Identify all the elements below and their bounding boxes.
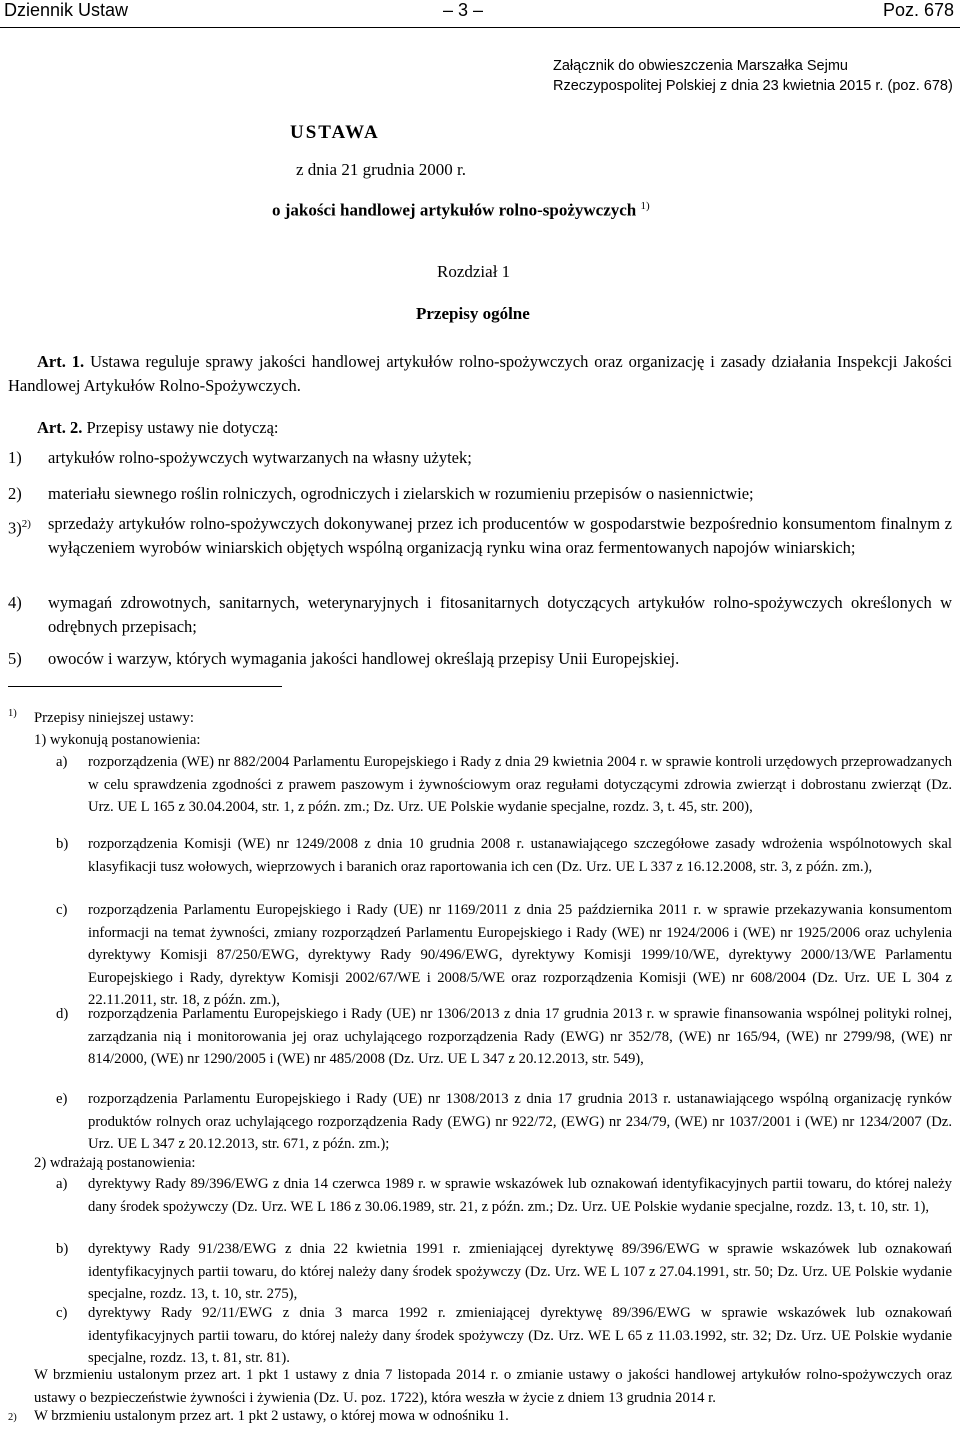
footnote-entry [56, 899, 952, 1012]
item-text: wymagań zdrowotnych, sanitarnych, weterynaryjnych i fitosanitarnych dotyczących artykułów rolno-spożywczych określonych w odrębnych przepisach; [48, 593, 952, 636]
item-number-label: 3) [8, 518, 22, 538]
entry-text: rozporządzenia Komisji (WE) nr 1249/2008 z dnia 10 grudnia 2008 r. ustanawiającego szczegółowe zasady wdrożenia wspólnotowych skal klasyfikacji tusz wołowych, wieprzowych i baranich oraz raportowania ich cen (Dz. Urz. UE L 337 z 16.12.2008, str. 3, z późn. zm.), [88, 836, 952, 875]
entry-label: a) [56, 754, 68, 770]
entry-label: c) [56, 902, 68, 918]
footnote-entry [56, 1003, 952, 1071]
entry-text: rozporządzenia Parlamentu Europejskiego i Rady (UE) nr 1306/2013 z dnia 17 grudnia 2013 r. w sprawie finansowania wspólnej polityki rolnej, zarządzania nią i monitorowania jej oraz uchylającego rozporządzenia Rady (EWG) nr 352/78, (WE) nr 165/94, (WE) nr 2799/98, (WE) nr 814/2000, (WE) nr 1290/2005 i (WE) nr 485/2008 (Dz. Urz. UE L 347 z 20.12.2013, str. 549), [88, 1006, 952, 1068]
footnote-2 [8, 1405, 952, 1427]
page-header [0, 0, 960, 30]
footnote-group-2-label: 2) wdrażają postanowienia: [34, 1155, 196, 1171]
footnote-entry [56, 1173, 952, 1218]
article-2-text: Przepisy ustawy nie dotyczą: [86, 418, 279, 437]
article-2-item [8, 482, 952, 506]
act-date: z dnia 21 grudnia 2000 r. [296, 160, 466, 179]
footnote-marker: 1) [8, 708, 17, 719]
article-1-label: Art. 1. [37, 352, 85, 371]
item-text: materiału siewnego roślin rolniczych, ogrodniczych i zielarskich w rozumieniu przepisów o nasiennictwie; [48, 484, 754, 503]
entry-text: rozporządzenia Parlamentu Europejskiego i Rady (UE) nr 1308/2013 z dnia 17 grudnia 2013 r. ustanawiającego wspólną organizację rynków produktów rolnych oraz uchylającego rozporządzenia Rady (EWG) nr 922/72, (EWG) nr 234/79, (WE) nr 1037/2001 i (WE) nr 1234/2007 (Dz. Urz. UE L 347 z 20.12.2013, str. 671, z późn. zm.); [88, 1091, 952, 1153]
entry-text: rozporządzenia Parlamentu Europejskiego i Rady (UE) nr 1169/2011 z dnia 25 października 2011 r. w sprawie przekazywania konsumentom informacji na temat żywności, zmiany rozporządzeń Parlamentu Europejskiego i Rady (WE) nr 1924/2006 i (WE) nr 1925/2006 oraz uchylenia dyrektywy Komisji 87/250/EWG, dyrektywy Rady 90/496/EWG, dyrektywy Komisji 1999/10/WE, dyrektywy 2000/13/WE Parlamentu Europejskiego i Rady, dyrektyw Komisji 2002/67/WE i 2008/5/WE oraz rozporządzenia Komisji (WE) nr 608/2004 (Dz. Urz. UE L 304 z 22.11.2011, str. 18, z późn. zm.), [88, 902, 952, 1009]
item-number: 5) [8, 649, 22, 668]
chapter-number: Rozdział 1 [437, 262, 511, 281]
article-2-item [8, 446, 952, 470]
annex-note: Załącznik do obwieszczenia Marszałka Sejmu Rzeczypospolitej Polskiej z dnia 23 kwietnia 2015 r. (poz. 678) [553, 58, 953, 94]
footnote-entry [56, 833, 952, 878]
footnote-1 [8, 707, 952, 729]
footnote-ref-2: 2) [21, 518, 31, 530]
chapter-title: Przepisy ogólne [416, 304, 530, 323]
entry-text: dyrektywy Rady 91/238/EWG z dnia 22 kwietnia 1991 r. zmieniającej dyrektywę 89/396/EWG w sprawie wskazówek lub oznakowań identyfikacyjnych partii towaru, do której należy dany środek spożywczy (Dz. Urz. WE L 107 z 27.04.1991, str. 50; Dz. Urz. UE Polskie wydanie specjalne, rozdz. 13, t. 10, str. 275), [88, 1241, 952, 1303]
footnote-2-text: W brzmieniu ustalonym przez art. 1 pkt 2 ustawy, o której mowa w odnośniku 1. [34, 1408, 509, 1424]
header-rule [0, 27, 960, 28]
article-2-item [8, 591, 952, 639]
entry-text: dyrektywy Rady 92/11/EWG z dnia 3 marca 1992 r. zmieniającej dyrektywę 89/396/EWG w sprawie wskazówek lub oznakowań identyfikacyjnych partii towaru, do której należy dany środek spożywczy (Dz. Urz. WE L 65 z 11.03.1992, str. 32; Dz. Urz. UE Polskie wydanie specjalne, rozdz. 13, t. 81, str. 81). [88, 1305, 952, 1367]
entry-label: a) [56, 1176, 68, 1192]
article-2-label: Art. 2. [37, 418, 83, 437]
entry-text: rozporządzenia (WE) nr 882/2004 Parlamentu Europejskiego i Rady z dnia 29 kwietnia 2004 r. w sprawie kontroli urzędowych przeprowadzanych w celu sprawdzenia zgodności z prawem paszowym i żywnościowym oraz regułami dotyczącymi zdrowia zwierząt i dobrostanu zwierząt (Dz. Urz. UE L 165 z 30.04.2004, str. 1, z późn. zm.; Dz. Urz. UE Polskie wydanie specjalne, rozdz. 3, t. 45, str. 200), [88, 754, 952, 816]
act-subject-text: o jakości handlowej artykułów rolno-spożywczych [272, 200, 637, 220]
entry-text: dyrektywy Rady 89/396/EWG z dnia 14 czerwca 1989 r. w sprawie wskazówek lub oznakowań identyfikacyjnych partii towaru, do której należy dany środek spożywczy (Dz. Urz. WE L 186 z 30.06.1989, str. 21, z późn. zm.; Dz. Urz. UE Polskie wydanie specjalne, rozdz. 13, t. 10, str. 1), [88, 1176, 952, 1215]
article-1 [8, 350, 952, 398]
article-2-item [8, 647, 952, 671]
footnote-entry [56, 751, 952, 819]
article-1-text: Ustawa reguluje sprawy jakości handlowej artykułów rolno-spożywczych oraz organizację i zasady działania Inspekcji Jakości Handlowej Artykułów Rolno-Spożywczych. [8, 352, 952, 395]
act-type: USTAWA [290, 122, 380, 143]
footnote-intro: Przepisy niniejszej ustawy: [34, 710, 194, 726]
footnote-ref-1: 1) [640, 200, 650, 212]
entry-label: e) [56, 1091, 68, 1107]
item-number [8, 512, 31, 541]
item-text: sprzedaży artykułów rolno-spożywczych dokonywanej przez ich producentów w gospodarstwie bezpośrednio konsumentom finalnym z wyłączeniem wyrobów winiarskich objętych wspólną organizacją rynku wina oraz fermentowanych napojów winiarskich; [48, 514, 952, 557]
footnote-group-1-label: 1) wykonują postanowienia: [34, 732, 201, 748]
act-subject [272, 200, 772, 221]
footnote-entry [56, 1088, 952, 1156]
entry-label: b) [56, 836, 69, 852]
entry-label: c) [56, 1305, 68, 1321]
item-number: 2) [8, 484, 22, 503]
article-2 [37, 416, 937, 440]
item-number: 1) [8, 448, 22, 467]
position-number: Poz. 678 [882, 0, 954, 20]
footnote-separator [8, 686, 282, 687]
footnote-entry [56, 1302, 952, 1370]
footnote-1-closing: W brzmieniu ustalonym przez art. 1 pkt 1 ustawy z dnia 7 listopada 2014 r. o zmianie ustawy o jakości handlowej artykułów rolno-spożywczych oraz ustawy o bezpieczeństwie żywności i żywienia (Dz. U. poz. 1722), która weszła w życie z dniem 13 grudnia 2014 r. [34, 1367, 952, 1406]
footnote-entry [56, 1238, 952, 1306]
journal-name: Dziennik Ustaw [4, 0, 129, 20]
page-number: – 3 – [443, 0, 484, 20]
entry-label: d) [56, 1006, 69, 1022]
entry-label: b) [56, 1241, 69, 1257]
item-text: owoców i warzyw, których wymagania jakości handlowej określają przepisy Unii Europejskiej. [48, 649, 680, 668]
item-number: 4) [8, 593, 22, 612]
item-text: artykułów rolno-spożywczych wytwarzanych na własny użytek; [48, 448, 472, 467]
article-2-item [8, 512, 952, 560]
footnote-marker: 2) [8, 1412, 17, 1423]
